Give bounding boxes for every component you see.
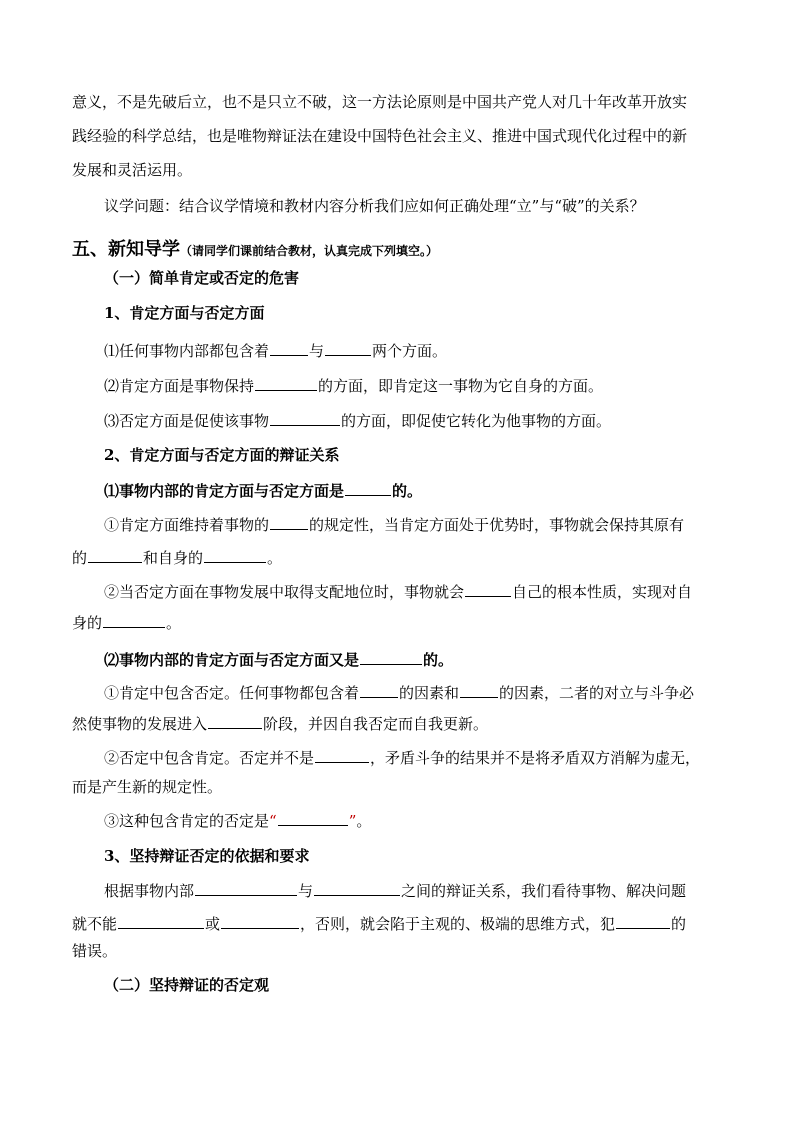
intro-line-3: 发展和灵活运用。 bbox=[72, 161, 193, 179]
intro-line-1: 意义，不是先破后立，也不是只立不破，这一方法论原则是中国共产党人对几十年改革开放实 bbox=[72, 93, 688, 111]
blank-field[interactable] bbox=[118, 913, 204, 929]
point-2-1-b-line1: ②当否定方面在事物发展中取得支配地位时，事物就会 自己的根本性质，实现对自 bbox=[104, 583, 693, 601]
blank-field[interactable] bbox=[360, 649, 422, 665]
blank-field[interactable] bbox=[195, 880, 297, 896]
point-3-title: 3、坚持辩证否定的依据和要求 bbox=[104, 847, 310, 865]
point-2-1-a-line1: ①肯定方面维持着事物的 的规定性，当肯定方面处于优势时，事物就会保持其原有 bbox=[104, 516, 685, 534]
point-2-2-b-line1: ②否定中包含肯定。否定并不是 ，矛盾斗争的结果并不是将矛盾双方消解为虚无， bbox=[104, 749, 701, 767]
blank-field[interactable] bbox=[315, 747, 369, 763]
point-2-1-b-line2: 身的 。 bbox=[72, 614, 182, 632]
point-2-title: 2、肯定方面与否定方面的辩证关系 bbox=[104, 446, 340, 464]
point-2-2-c: ③这种包含肯定的否定是“ ”。 bbox=[104, 812, 372, 830]
blank-field[interactable] bbox=[270, 340, 308, 356]
blank-field[interactable] bbox=[465, 581, 511, 597]
section-note: （请同学们课前结合教材，认真完成下列填空。） bbox=[180, 244, 439, 258]
section-heading bbox=[72, 240, 438, 261]
point-2-1: ⑴事物内部的肯定方面与否定方面是 的。 bbox=[104, 482, 423, 500]
blank-field[interactable] bbox=[221, 913, 299, 929]
point-3-line2: 就不能 或 ，否则，就会陷于主观的、极端的思维方式，犯 的 bbox=[72, 915, 687, 933]
subsection-1-title: （一）简单肯定或否定的危害 bbox=[104, 269, 300, 287]
point-3-line1: 根据事物内部 与 之间的辩证关系，我们看待事物、解决问题 bbox=[104, 882, 687, 900]
point-2-2-a-line1: ①肯定中包含否定。任何事物都包含着 的因素和 的因素，二者的对立与斗争必 bbox=[104, 684, 695, 702]
blank-field[interactable] bbox=[270, 514, 308, 530]
item-2: ⑵肯定方面是事物保持 的方面，即肯定这一事物为它自身的方面。 bbox=[104, 377, 604, 395]
blank-field[interactable] bbox=[278, 810, 348, 826]
blank-field[interactable] bbox=[345, 480, 391, 496]
point-1-title: 1、肯定方面与否定方面 bbox=[104, 304, 265, 322]
blank-field[interactable] bbox=[204, 547, 266, 563]
point-2-2-b-line2: 而是产生新的规定性。 bbox=[72, 778, 223, 796]
blank-field[interactable] bbox=[314, 880, 400, 896]
item-3: ⑶否定方面是促使该事物 的方面，即促使它转化为他事物的方面。 bbox=[104, 412, 612, 430]
subsection-2-title: （二）坚持辩证的否定观 bbox=[104, 976, 270, 994]
blank-field[interactable] bbox=[616, 913, 670, 929]
point-3-line3: 错误。 bbox=[72, 942, 118, 960]
section-title: 五、新知导学 bbox=[72, 239, 180, 260]
item-1: ⑴任何事物内部都包含着 与 两个方面。 bbox=[104, 342, 448, 360]
point-2-2: ⑵事物内部的肯定方面与否定方面又是 的。 bbox=[104, 651, 454, 669]
blank-field[interactable] bbox=[325, 340, 371, 356]
point-2-2-a-line2: 然使事物的发展进入 阶段，并因自我否定而自我更新。 bbox=[72, 715, 489, 733]
blank-field[interactable] bbox=[103, 612, 165, 628]
point-2-1-a-line2: 的 和自身的 。 bbox=[72, 549, 283, 567]
blank-field[interactable] bbox=[460, 682, 498, 698]
blank-field[interactable] bbox=[360, 682, 398, 698]
intro-line-2: 践经验的科学总结，也是唯物辩证法在建设中国特色社会主义、推进中国式现代化过程中的新 bbox=[72, 127, 688, 145]
blank-field[interactable] bbox=[88, 547, 142, 563]
blank-field[interactable] bbox=[255, 375, 317, 391]
discussion-question: 议学问题：结合议学情境和教材内容分析我们应如何正确处理“立”与“破”的关系？ bbox=[104, 197, 645, 215]
blank-field[interactable] bbox=[270, 410, 340, 426]
blank-field[interactable] bbox=[208, 713, 262, 729]
